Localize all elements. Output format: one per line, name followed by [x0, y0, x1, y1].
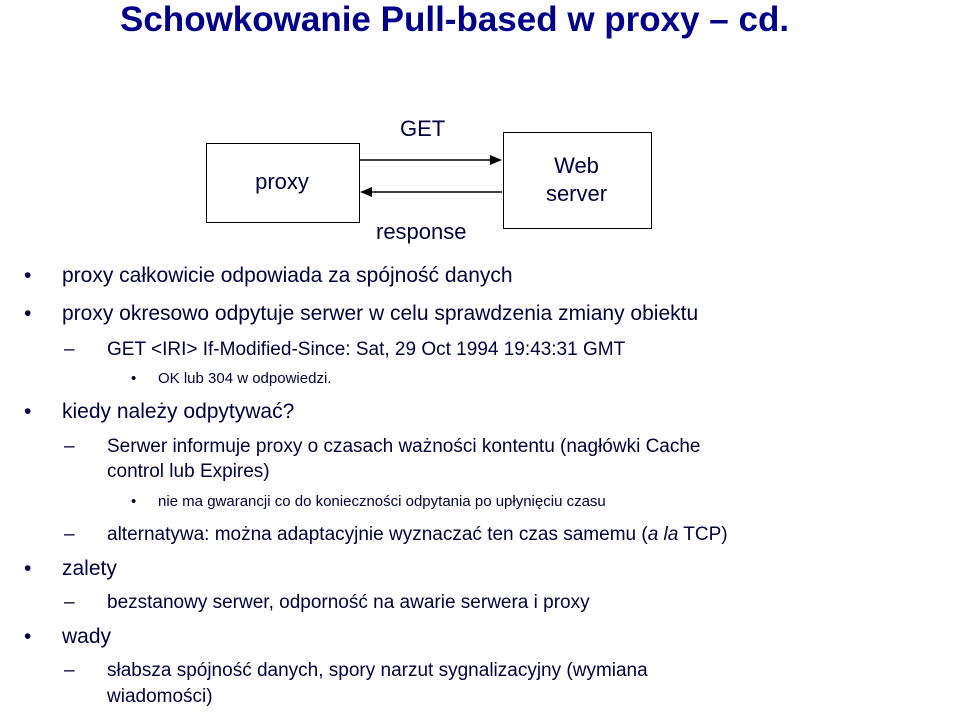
dash-marker: – — [64, 339, 75, 360]
bullet-disadvantages: wady — [62, 625, 112, 648]
dash-marker: – — [64, 524, 75, 545]
sub-alternative — [107, 524, 728, 546]
sub-server-informs-line1: Serwer informuje proxy o czasach ważności kontentu (nagłówki Cache — [107, 436, 701, 457]
dash-marker: – — [64, 592, 75, 613]
get-arrowhead — [490, 155, 502, 165]
sub-alternative-text: alternatywa: można adaptacyjnie wyznaczać ten czas samemu ( — [107, 524, 648, 545]
web-server-label-line2: server — [545, 181, 608, 206]
bullet-marker: • — [24, 625, 32, 648]
bullet-marker: • — [24, 400, 32, 423]
response-label: response — [376, 219, 467, 244]
sub-alternative-italic: a la — [647, 524, 679, 545]
web-server-label-line1: Web — [554, 153, 599, 178]
sub-advantages: bezstanowy serwer, odporność na awarie serwera i proxy — [107, 592, 590, 613]
sub-alternative-tail: TCP) — [678, 524, 728, 545]
sub-disadvantages-line2: wiadomości) — [107, 686, 213, 707]
get-label: GET — [400, 116, 446, 141]
sub-disadvantages-line1: słabsza spójność danych, spory narzut sygnalizacyjny (wymiana — [107, 660, 648, 681]
dash-marker: – — [64, 436, 75, 457]
bullet-advantages: zalety — [62, 557, 117, 580]
response-arrowhead — [360, 187, 372, 197]
proxy-label: proxy — [255, 169, 309, 194]
page-title: Schowkowanie Pull-based w proxy – cd. — [120, 0, 790, 39]
bullet-consistency: proxy całkowicie odpowiada za spójność danych — [62, 264, 513, 287]
sub-sub-no-guarantee: nie ma gwarancji co do konieczności odpytania po upłynięciu czasu — [158, 493, 606, 510]
dash-marker: – — [64, 660, 75, 681]
bullet-marker: • — [24, 264, 32, 287]
bullet-marker: • — [24, 557, 32, 580]
bullet-polling: proxy okresowo odpytuje serwer w celu sprawdzenia zmiany obiektu — [62, 302, 699, 325]
bullet-marker: • — [131, 370, 137, 387]
bullet-marker: • — [24, 302, 32, 325]
sub-sub-response: OK lub 304 w odpowiedzi. — [158, 370, 332, 387]
sub-get-request: GET <IRI> If-Modified-Since: Sat, 29 Oct 1994 19:43:31 GMT — [107, 339, 626, 360]
bullet-when-poll: kiedy należy odpytywać? — [62, 400, 295, 423]
sub-server-informs-line2: control lub Expires) — [107, 461, 270, 482]
bullet-marker: • — [131, 493, 137, 510]
